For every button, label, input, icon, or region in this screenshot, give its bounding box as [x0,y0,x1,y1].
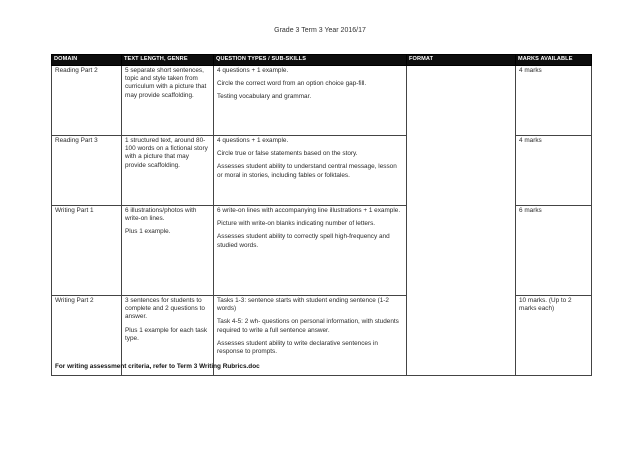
cell-paragraph: 4 questions + 1 example. [217,137,289,144]
cell-paragraph: Testing vocabulary and grammar. [217,93,312,101]
footer-note: For writing assessment criteria, refer to Term 3 Writing Rubrics.doc [55,363,260,370]
cell-paragraph: 1 structured text, around 80-100 words on a fictional story with a picture that may provide scaffolding. [125,137,208,169]
cell-paragraph: 4 questions + 1 example. [217,67,289,74]
assessment-spec-table [51,54,592,376]
domain-cell: Writing Part 1 [52,206,122,296]
cell-paragraph: 6 write-on lines with accompanying line illustrations + 1 example. [217,207,401,214]
domain-cell: Writing Part 2 [52,296,122,376]
marks-cell: 4 marks [516,66,592,136]
cell-paragraph: Task 4-5: 2 wh- questions on personal information, with students required to write a full sentence answer. [217,318,399,334]
domain-cell: Reading Part 3 [52,136,122,206]
text-length-cell [122,136,214,206]
cell-paragraph: Assesses student ability to correctly spell high-frequency and studied words. [217,233,390,249]
cell-paragraph: 6 illustrations/photos with write-on lines. [125,207,197,223]
cell-paragraph: Picture with write-on blanks indicating number of letters. [217,220,376,228]
cell-paragraph: Assesses student ability to write declarative sentences in response to prompts. [217,339,378,355]
cell-paragraph: Assesses student ability to understand central message, lesson or moral in stories, including fables or folktales. [217,163,397,179]
header-question-types: QUESTION TYPES / SUB-SKILLS [214,55,407,66]
cell-paragraph: Plus 1 example. [125,228,171,236]
text-length-cell [122,206,214,296]
cell-paragraph: 5 separate short sentences, topic and style taken from curriculum with a picture that may provide scaffolding. [125,67,207,99]
question-types-cell [214,206,407,296]
header-marks: MARKS AVAILABLE [516,55,592,66]
cell-paragraph: 3 sentences for students to complete and 2 questions to answer. [125,297,205,321]
page-title: Grade 3 Term 3 Year 2016/17 [274,27,366,34]
text-length-cell [122,66,214,136]
cell-paragraph: Circle the correct word from an option choice gap-fill. [217,80,367,88]
header-domain: DOMAIN [52,55,122,66]
question-types-cell [214,66,407,136]
cell-paragraph: Circle true or false statements based on the story. [217,150,358,158]
header-text-length: TEXT LENGTH, GENRE [122,55,214,66]
marks-cell: 6 marks [516,206,592,296]
table-header-row [52,55,592,66]
format-cell [407,66,516,376]
cell-paragraph: Tasks 1-3: sentence starts with student ending sentence (1-2 words) [217,297,389,313]
table-row [52,66,592,136]
domain-cell: Reading Part 2 [52,66,122,136]
question-types-cell [214,136,407,206]
marks-cell: 4 marks [516,136,592,206]
cell-paragraph: Plus 1 example for each task type. [125,326,208,342]
marks-cell: 10 marks. (Up to 2 marks each) [516,296,592,376]
header-format: FORMAT [407,55,516,66]
